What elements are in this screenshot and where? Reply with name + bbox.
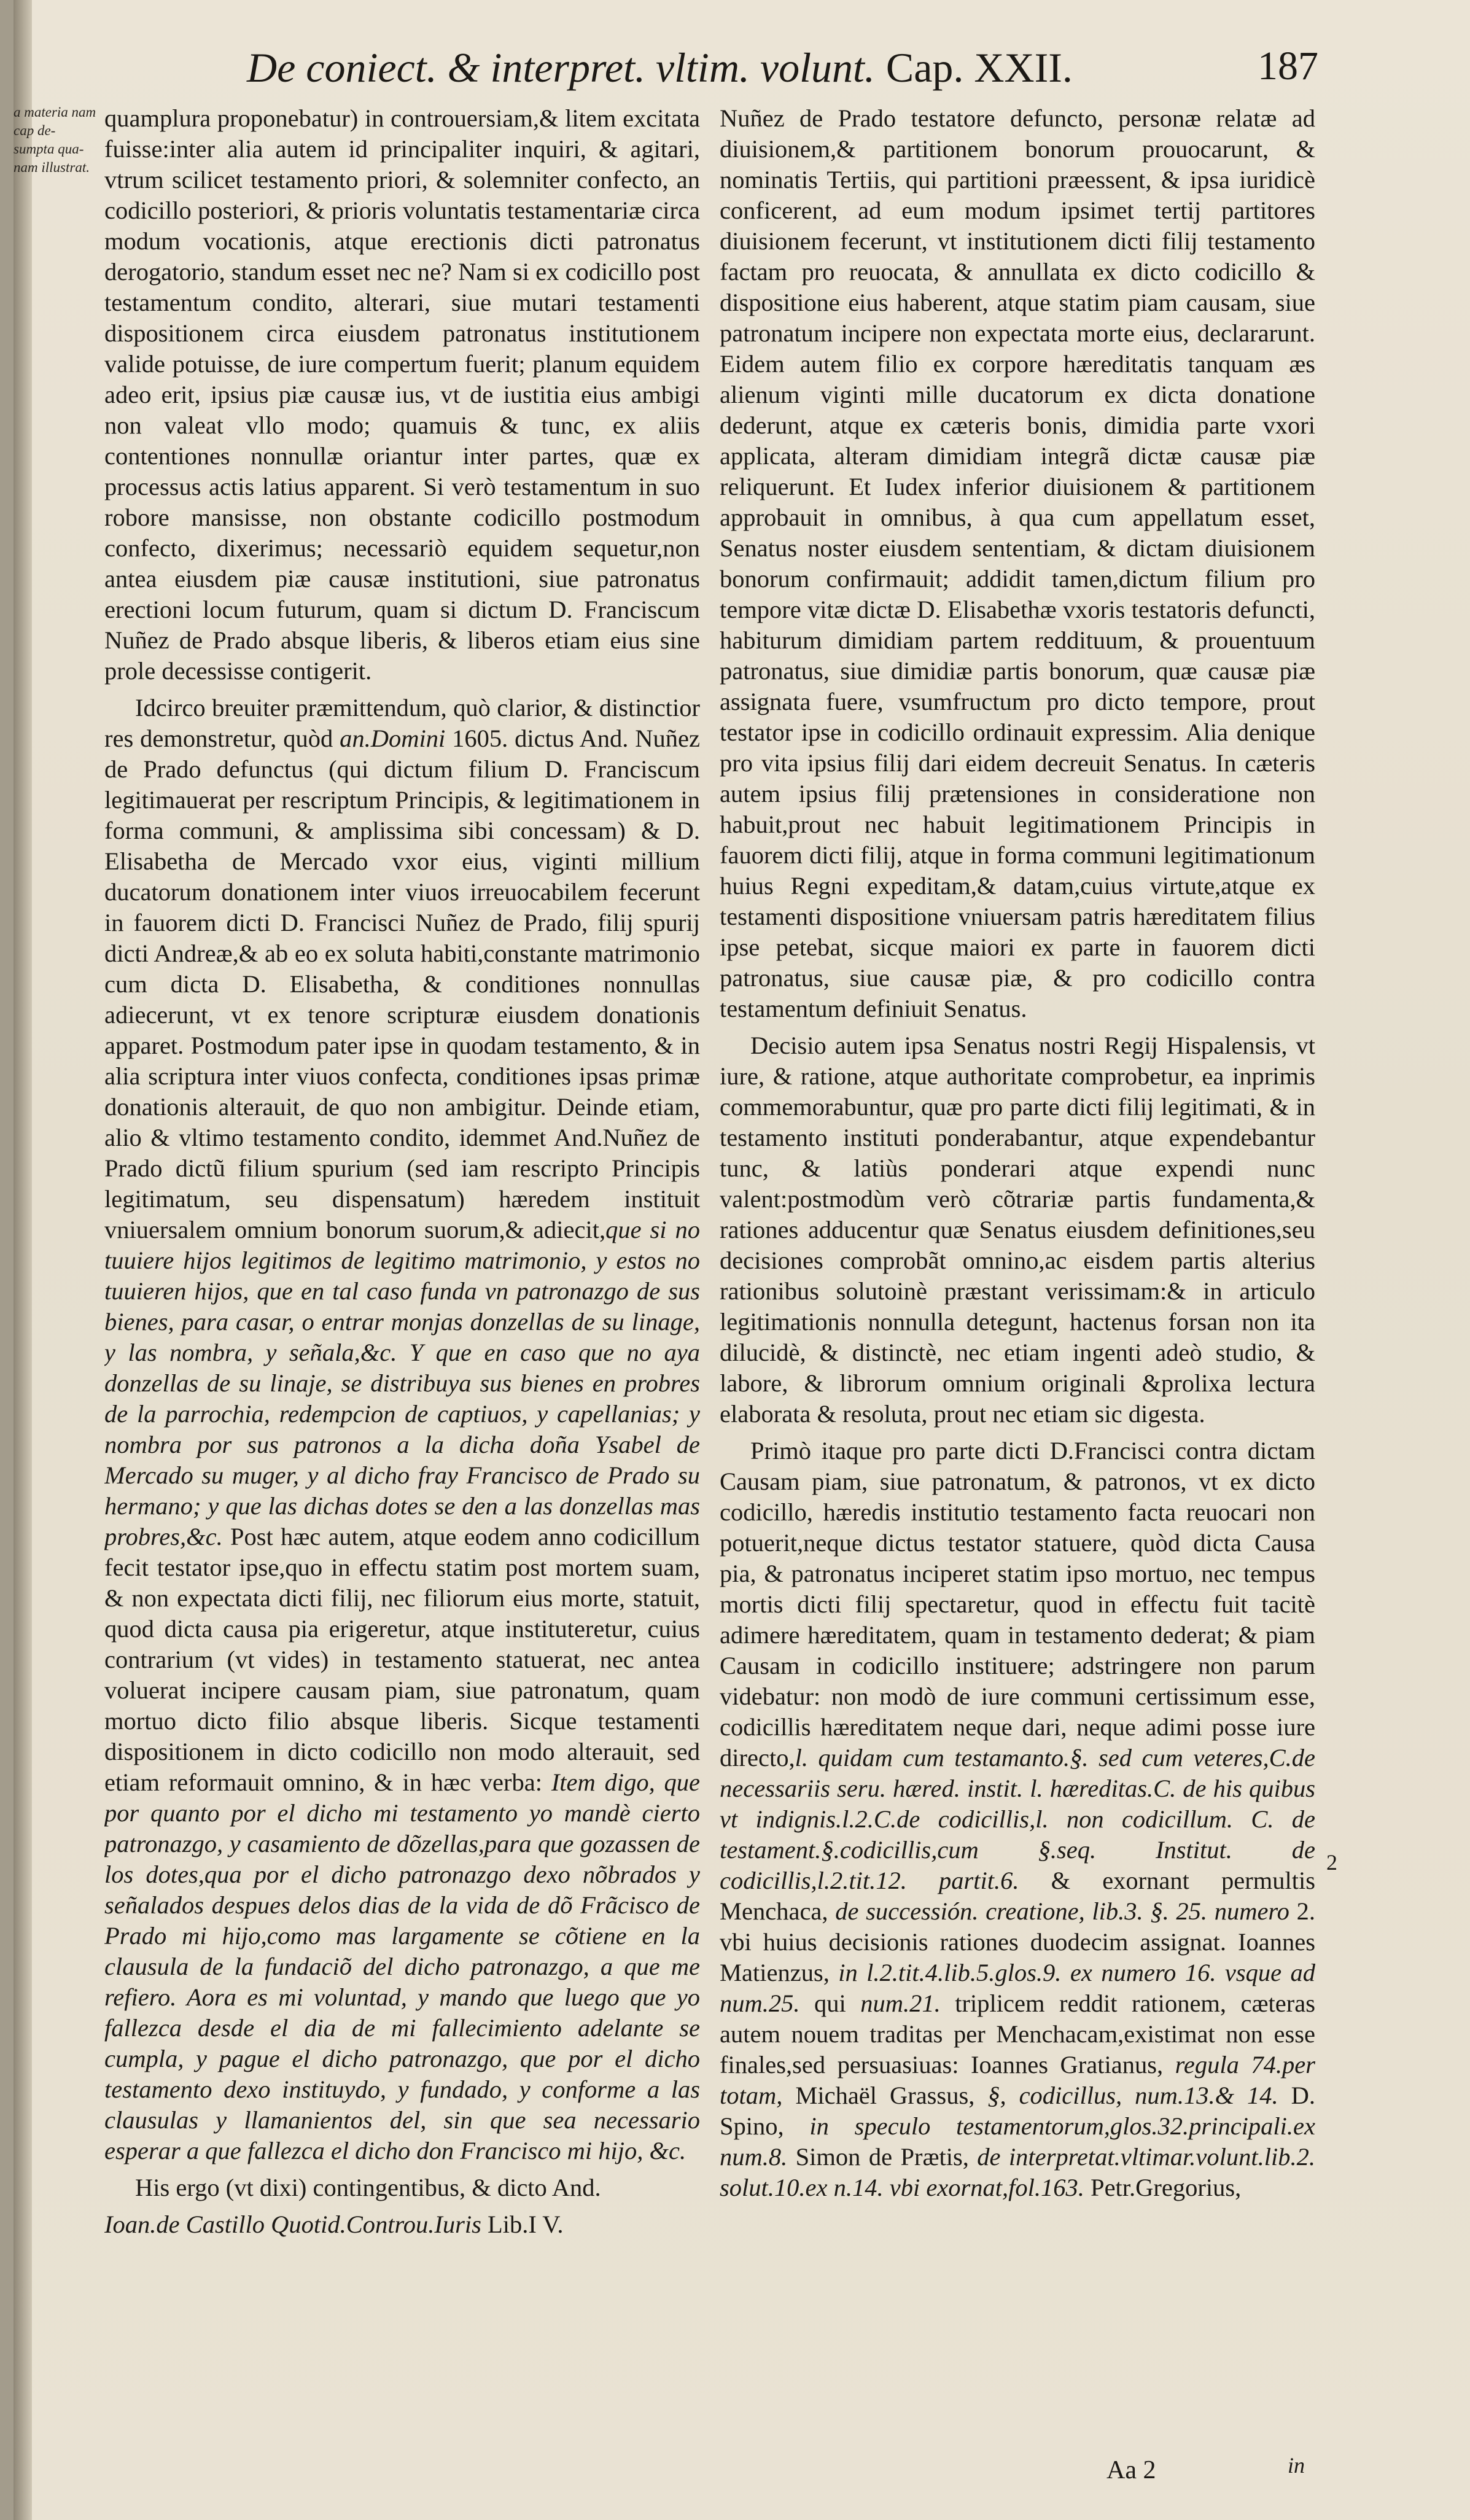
left-paragraph-3: His ergo (vt dixi) contingentibus, & dicto And. — [135, 2174, 601, 2201]
catchword: in — [1288, 2453, 1305, 2478]
right-paragraph-1: Nuñez de Prado testatore defuncto, personæ relatæ ad diuisionem,& partitionem bonorum prouocarunt, & nominatis Tertiis, qui partitioni præessent, & ipsa iuridicè conficerent, ad eum modum ipsimet tertij partitores diuisionem fecerunt, vt institutionem dicti filij testamento factam pro reuocata, & annullata ex dicto codicillo & dispositione eius haberent, atque statim piam causam, siue patronatum incipere non expectata morte eius, declararunt. Eidem autem filio ex corpore hæreditatis tanquam æs alienum viginti mille ducatorum ex dicta donatione dederunt, atque ex cæteris bonis, dimidia parte vxori applicata, alteram dimidiam integrã dictæ causæ piæ reliquerunt. Et Iudex inferior diuisionem & partitionem approbauit in omnibus, à qua cum appellatum esset, Senatus noster eiusdem sententiam, & dictam diuisionem bonorum confirmauit; addidit tamen,dictum filium pro tempore vitæ dictæ D. Elisabethæ vxoris testatoris defuncti, habiturum dimidiam partem reddituum, & prouentuum patronatus, siue dimidiæ partis bonorum, quæ causæ piæ assignata fuere, vsumfructum pro dicto tempore, prout testator ipse in codicillo ordinauit expressim. Alia denique pro vita ipsius filij dari eidem decreuit Senatus. In cæteris autem ipsius filij prætensiones in consideratione non habuit,prout nec habuit legitimationem Principis in fauorem dicti filij, atque in forma communi legitimationum huius Regni expeditam,& datam,cuius virtute,atque ex testamenti dispositione vniuersam patris hæreditatem filius ipse petebat, sicque maiori ex parte in fauorem dicti patronatus, siue causæ piæ, & pro codicillo contra testamentum definiuit Senatus. — [720, 104, 1315, 1022]
margin-note: a materia nam cap de- sumpta qua- nam illustrat. — [14, 104, 96, 175]
right-paragraph-3: Primò itaque pro parte dicti D.Francisci contra dictam Causam piam, siue patronatum, & patronos, vt ex dicto codicillo, hæredis institutio testamento facta reuocari non potuerit,neque dictus testator statuere, quòd dicta Causa pia, & patronatus inciperet statim ipso mortuo, nec tempus mortis dicti filij spectaretur, quod in effectu fuit tacitè adimere hæreditatem, quam in testamento dederat; & piam Causam in codicillo instituere; adstringere non parum videbatur: non modò de iure communi certissimum esse, codicillis hæreditatem neque dari, neque adimi posse iure directo,l. quidam cum testamanto.§. sed cum veteres,C.de necessariis seru. hæred. instit. l. hæreditas.C. de his quibus vt indignis.l.2.C.de codicillis,l. non codicillum. C. de testament.§.codicillis,cum §.seq. Institut. de codicillis,l.2.tit.12. partit.6. & exornant permultis Menchaca, de successión. creatione, lib.3. §. 25. numero 2. vbi huius decisionis rationes duodecim assignat. Ioannes Matienzus, in l.2.tit.4.lib.5.glos.9. ex numero 16. vsque ad num.25. qui num.21. triplicem reddit rationem, cæteras autem nouem traditas per Menchacam,existimat non esse finales,sed persuasiuas: Ioannes Gratianus, regula 74.per totam, Michaël Grassus, §, codicillus, num.13.& 14. D. Spino, in speculo testamentorum,glos.32.principali.ex num.8. Simon de Prætis, de interpretat.vltimar.volunt.lib.2. solut.10.ex n.14. vbi exornat,fol.163. Petr.Gregorius, — [720, 1437, 1315, 2201]
binding-gutter — [14, 0, 32, 2520]
left-column — [104, 103, 700, 2449]
spanish-quote-2: Item digo, que por quanto por el dicho mi testamento yo mandè cierto patronazgo, y casamiento de dõzellas,para que gozassen de los dotes,qua por el dicho patronazgo dexo nõbrados y señalados despues delos dias de la vida de dõ Frãcisco de Prado mi hijo,como mas largamente se cõtiene en la clausula de la fundaciõ del dicho patronazgo, a que me refiero. Aora es mi voluntad, y mando que luego que yo fallezca desde el dia de mi fallecimiento adelante se cumpla, y pague el dicho patronazgo, que por el dicho testamento dexo instituydo, y fundado, y conforme a las clausulas y llamanientos del, sin que sea necessario esperar a que fallezca el dicho don Francisco mi hijo, &c. — [104, 1768, 700, 2164]
spanish-quote-1: que si no tuuiere hijos legitimos de legitimo matrimonio, y estos no tuuieren hijos, que en tal caso funda vn patronazgo de sus bienes, para casar, o entrar monjas donzellas de su linage, y las nombra, y señala,&c. Y que en caso que no aya donzellas de su linaje, se distribuya sus bienes en probres de la parrochia, redempcion de captiuos, y capellanias; y nombra por sus patronos a la dicha doña Ysabel de Mercado su muger, y al dicho fray Francisco de Prado su hermano; y que las dichas dotes se den a las donzellas mas probres,&c. — [104, 1216, 700, 1550]
running-title: De coniect. & interpret. vltim. volunt. — [247, 44, 875, 91]
running-header — [247, 37, 1315, 98]
right-column — [720, 103, 1315, 2449]
left-paragraph-2: Idcirco breuiter præmittendum, quò clarior, & distinctior res demonstretur, quòd an.Domini 1605. dictus And. Nuñez de Prado defunctus (qui dictum filium D. Franciscum legitimauerat per rescriptum Principis, & legitimationem in forma communi, & amplissima sibi concessam) & D. Elisabetha de Mercado vxor eius, viginti millium ducatorum donationem inter viuos irreuocabilem fecerunt in fauorem dicti D. Francisci Nuñez de Prado, filij spurij dicti Andreæ,& ab eo ex soluta habiti,constante matrimonio cum dicta D. Elisabetha, & conditiones nonnullas adiecerunt, vt ex tenore scripturæ eiusdem donationis apparet. Postmodum pater ipse in quodam testamento, & in alia scriptura inter viuos confecta, conditiones ipsas primæ donationis alterauit, de quo non ambigitur. Deinde etiam, alio & vltimo testamento condito, idemmet And.Nuñez de Prado dictũ filium spurium (sed iam rescripto Principis legitimatum, seu dispensatum) hæredem instituit vniuersalem omnium bonorum suorum,& adiecit,que si no tuuiere hijos legitimos de legitimo matrimonio, y estos no tuuieren hijos, que en tal caso funda vn patronazgo de sus bienes, para casar, o entrar monjas donzellas de su linage, y las nombra, y señala,&c. Y que en caso que no aya donzellas de su linaje, se distribuya sus bienes en probres de la parrochia, redempcion de captiuos, y capellanias; y nombra por sus patronos a la dicha doña Ysabel de Mercado su muger, y al dicho fray Francisco de Prado su hermano; y que las dichas dotes se den a las donzellas mas probres,&c. Post hæc autem, atque eodem anno codicillum fecit testator ipse,quo in effectu statim post mortem suam, & non expectata dicti filij, nec filiorum eius morte, statuit, quod dicta causa pia erigeretur, atque instituteretur, cuius contrarium (vt vides) in testamento statuerat, nec antea voluerat incipere causam piam, siue patronatum, quam mortuo dicto filio absque liberis. Sicque testamenti dispositionem in dicto codicillo non modo alterauit, sed etiam reformauit omnino, & in hæc verba: Item digo, que por quanto por el dicho mi testamento yo mandè cierto patronazgo, y casamiento de dõzellas,para que gozassen de los dotes,qua por el dicho patronazgo dexo nõbrados y señalados despues delos dias de la vida de dõ Frãcisco de Prado mi hijo,como mas largamente se cõtiene en la clausula de la fundaciõ del dicho patronazgo, a que me refiero. Aora es mi voluntad, y mando que luego que yo fallezca desde el dia de mi fallecimiento adelante se cumpla, y pague el dicho patronazgo, que por el dicho testamento dexo instituydo, y fundado, y conforme a las clausulas y llamanientos del, sin que sea necessario esperar a que fallezca el dicho don Francisco mi hijo, &c. — [104, 694, 700, 2164]
left-footer-line: Ioan.de Castillo Quotid.Controu.Iuris Lib.I V. — [104, 2211, 564, 2238]
left-paragraph-1: quamplura proponebatur) in controuersiam,& litem excitata fuisse:inter alia autem id principaliter inquiri, & agitari, vtrum scilicet testamento priori, & solemniter confecto, an codicillo posteriori, & prioris voluntatis testamentariæ circa modum vocationis, atque erectionis dicti patronatus derogatorio, standum esset nec ne? Nam si ex codicillo post testamentum condito, alterari, siue mutari testamenti dispositionem circa eiusdem patronatus institutionem valide potuisse, de iure compertum fuerit; planum equidem adeo erit, ipsius piæ causæ ius, vt de iustitia eius ambigi non valeat vllo modo; quamuis & tunc, ex aliis contentiones nonnullæ oriantur inter partes, quæ ex processus actis latius apparent. Si verò testamentum in suo robore mansisse, non obstante codicillo postmodum confecto, dixerimus; necessariò equidem sequetur,non antea eiusdem piæ causæ institutioni, siue patronatus erectioni locum futurum, quam si dictum D. Franciscum Nuñez de Prado absque liberis, & liberos etiam eius sine prole decessisse contigerit. — [104, 104, 700, 685]
book-page — [14, 0, 1470, 2520]
signature-mark: Aa 2 — [1106, 2456, 1156, 2484]
right-paragraph-2: Decisio autem ipsa Senatus nostri Regij Hispalensis, vt iure, & ratione, atque authoritate comprobetur, ea inprimis commemorabuntur, quæ pro parte dicti filij legitimati, & in testamento instituti ponderabantur, atque expendebantur tunc, & latiùs ponderari atque expendi nunc valent:postmodùm verò cõtrariæ partis fundamenta,& rationes adducentur quæ Senatus eiusdem definitiones,seu decisiones comprobãt omnino,ac eisdem partis alterius rationibus solutoinè præstant verissimam:& in articulo legitimationis nonnulla detegunt, hactenus forsan non ita dilucidè, & distinctè, nec etiam ingenti adeò studio, & labore, & librorum omnium originali &prolixa lectura elaborata & resoluta, prout nec etiam sic digesta. — [720, 1032, 1315, 1428]
page-number: 187 — [1258, 44, 1318, 88]
chapter-label: Cap. XXII. — [885, 44, 1073, 91]
margin-number: 2 — [1326, 1850, 1337, 1875]
